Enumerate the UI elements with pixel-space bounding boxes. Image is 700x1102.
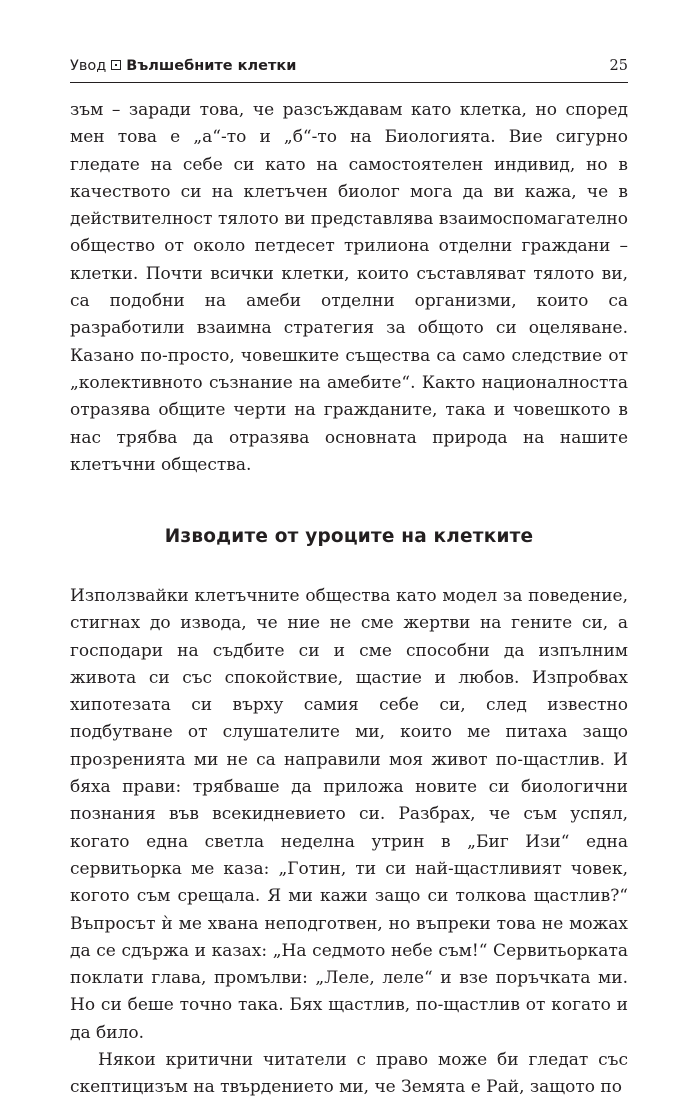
- header-section-title: Увод: [70, 58, 107, 74]
- body-paragraph-1: Използвайки клетъчните общества като модел за поведение, стигнах до извода, че ние не сме жертви на гените си, а господари на съдбите си и сме способни да изпълним живота си със спокойствие, щастие и любов. Изпробвах хипотезата си върху самия себе си, след известно подбутване от слушателите ми, които ме питаха защо прозренията ми не са направили моя живот по-щастлив. И бяха прави: трябваше да приложа новите си биологични познания във всекидневието си. Разбрах, че съм успял, когато една светла неделна утрин в „Биг Изи“ една сервитьорка ме каза: „Готин, ти си най-щастливият човек, когото съм срещала. Я ми кажи защо си толкова щастлив?“ Въпросът ѝ ме хвана неподготвен, но въпреки това не можах да се сдържа и казах: „На седмото небе съм!“ Сервитьорката поклати глава, промълви: „Леле, леле“ и взе поръчката ми. Но си беше точно така. Бях щастлив, по-щастлив от когато и да било.: [70, 586, 628, 1043]
- header-left: [70, 58, 296, 74]
- page-number: 25: [609, 58, 628, 74]
- header-rule: [70, 82, 628, 83]
- body-paragraph-2: Някои критични читатели с право може би гледат със скептицизъм на твърдението ми, че Земята е Рай, защото по: [70, 1050, 628, 1098]
- section-heading: Изводите от уроците на клетките: [164, 526, 534, 547]
- header-chapter-title: Вълшебните клетки: [126, 58, 297, 74]
- continuation-paragraph-block: [70, 97, 628, 479]
- running-header: [70, 58, 628, 80]
- section-body: [70, 583, 628, 1102]
- header-separator-icon: [111, 60, 121, 70]
- continuation-paragraph: зъм – заради това, че разсъждавам като клетка, но според мен това е „а“-то и „б“-то на Биологията. Вие сигурно гледате на себе си като на самостоятелен индивид, но в качеството си на клетъчен биолог мога да ви кажа, че в действителност тялото ви представлява взаимоспомагателно общество от около петдесет трилиона отделни граждани – клетки. Почти всички клетки, които съставляват тялото ви, са подобни на амеби отделни организми, които са разработили взаимна стратегия за общото си оцеляване. Казано по-просто, човешките същества са само следствие от „колективното съзнание на амебите“. Както националността отразява общите черти на гражданите, така и човешкото в нас трябва да отразява основната природа на нашите клетъчни общества.: [70, 100, 628, 475]
